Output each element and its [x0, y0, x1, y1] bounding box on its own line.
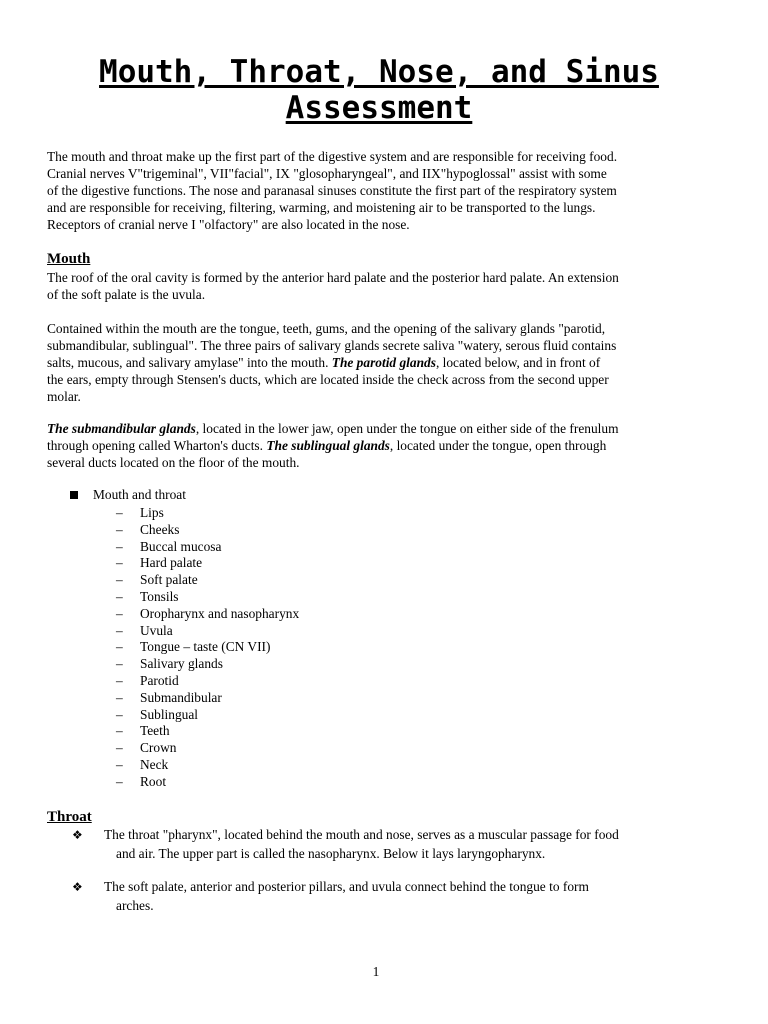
- square-bullet-icon: [70, 491, 78, 499]
- list-item-label: Soft palate: [140, 572, 198, 588]
- mouth-p2-line: the ears, empty through Stensen's ducts, which are located inside the check across from the second upper: [47, 372, 609, 387]
- list-item-label: Submandibular: [140, 689, 222, 705]
- title-line-1: Mouth, Throat, Nose, and Sinus: [99, 54, 659, 90]
- mouth-p1-line: of the soft palate is the uvula.: [47, 287, 206, 302]
- throat-heading: Throat: [47, 809, 92, 825]
- list-item-label: Tonsils: [140, 588, 179, 604]
- dash-bullet-icon: –: [116, 672, 123, 688]
- list-item-label: Cheeks: [140, 521, 180, 537]
- dash-bullet-icon: –: [116, 740, 123, 756]
- mouth-heading: Mouth: [47, 251, 91, 267]
- list-item-label: Neck: [140, 756, 169, 772]
- diamond-bullet-icon: ❖: [72, 880, 83, 894]
- throat-item-line: The throat "pharynx", located behind the mouth and nose, serves as a muscular passage for food: [104, 827, 619, 842]
- dash-bullet-icon: –: [116, 773, 123, 789]
- dash-bullet-icon: –: [116, 572, 123, 588]
- throat-item-line: and air. The upper part is called the nasopharynx. Below it lays laryngopharynx.: [116, 845, 546, 861]
- intro-line: and are responsible for receiving, filtering, warming, and moistening air to be transported to the lungs.: [47, 200, 596, 215]
- diamond-bullet-icon: ❖: [72, 828, 83, 842]
- mouth-p3-line: [47, 420, 723, 437]
- mouth-paragraph-3: [47, 420, 723, 471]
- page-number: 1: [372, 964, 380, 979]
- text-run: , located in the lower jaw, open under the tongue on either side of the frenulum: [195, 421, 619, 436]
- list-item-label: Teeth: [140, 723, 170, 739]
- dash-bullet-icon: –: [116, 723, 123, 739]
- mouth-p3-line: [47, 437, 723, 454]
- dash-bullet-icon: –: [116, 689, 123, 705]
- dash-bullet-icon: –: [116, 622, 123, 638]
- mouth-p2-line: Contained within the mouth are the tongue, teeth, gums, and the opening of the salivary glands "parotid,: [47, 321, 606, 336]
- mouth-p2-line: molar.: [47, 389, 81, 404]
- dash-bullet-icon: –: [116, 538, 123, 554]
- list-item-label: Lips: [140, 505, 164, 520]
- intro-line: The mouth and throat make up the first part of the digestive system and are responsible for receiving food.: [47, 149, 618, 164]
- dash-bullet-icon: –: [116, 505, 123, 520]
- dash-bullet-icon: –: [116, 756, 123, 772]
- list-item-label: Salivary glands: [140, 656, 223, 672]
- mouth-paragraph-1: [47, 269, 723, 303]
- list-item-label: Parotid: [140, 672, 179, 688]
- list-item-label: Sublingual: [140, 706, 199, 722]
- intro-line: Cranial nerves V"trigeminal", VII"facial", IX "glosopharyngeal", and IIX"hypoglossal" assist with some: [47, 166, 607, 181]
- throat-item-line: arches.: [116, 897, 154, 913]
- intro-line: of the digestive functions. The nose and paranasal sinuses constitute the first part of the respiratory system: [47, 183, 617, 198]
- dash-bullet-icon: –: [116, 656, 123, 672]
- mouth-p1-line: The roof of the oral cavity is formed by the anterior hard palate and the posterior hard palate. An extension: [47, 270, 619, 285]
- text-run: , located below, and in front of: [435, 355, 601, 370]
- throat-item-line: The soft palate, anterior and posterior pillars, and uvula connect behind the tongue to form: [104, 879, 589, 894]
- dash-bullet-icon: –: [116, 605, 123, 621]
- bullet-label: Mouth and throat: [93, 487, 186, 502]
- list-item-label: Tongue – taste (CN VII): [140, 639, 271, 655]
- intro-line: Receptors of cranial nerve I "olfactory" are also located in the nose.: [47, 217, 410, 232]
- dash-bullet-icon: –: [116, 706, 123, 722]
- intro-paragraph: [47, 148, 723, 233]
- submandibular-glands-term: The submandibular glands: [47, 421, 196, 436]
- list-item-label: Oropharynx and nasopharynx: [140, 605, 300, 621]
- title-line-2: Assessment: [285, 90, 473, 126]
- mouth-p2-line: submandibular, sublingual". The three pairs of salivary glands secrete saliva "watery, serous fluid contains: [47, 338, 617, 353]
- list-item-label: Crown: [140, 740, 177, 756]
- text-run: through opening called Wharton's ducts.: [47, 438, 267, 453]
- list-item-label: Root: [140, 773, 167, 789]
- text-run: , located under the tongue, open through: [389, 438, 607, 453]
- mouth-p3-line: several ducts located on the floor of the mouth.: [47, 455, 300, 470]
- dash-bullet-icon: –: [116, 639, 123, 655]
- parotid-glands-term: The parotid glands: [331, 355, 436, 370]
- page-title: [40, 54, 718, 126]
- dash-bullet-icon: –: [116, 588, 123, 604]
- dash-bullet-icon: –: [116, 555, 123, 571]
- mouth-paragraph-2: [47, 320, 723, 405]
- sublingual-glands-term: The sublingual glands: [266, 438, 390, 453]
- dash-bullet-icon: –: [116, 521, 123, 537]
- list-item-label: Buccal mucosa: [140, 538, 222, 554]
- list-item-label: Uvula: [140, 622, 173, 638]
- list-item-label: Hard palate: [140, 555, 203, 571]
- text-run: salts, mucous, and salivary amylase" into the mouth.: [47, 355, 332, 370]
- mouth-p2-line: [47, 354, 723, 371]
